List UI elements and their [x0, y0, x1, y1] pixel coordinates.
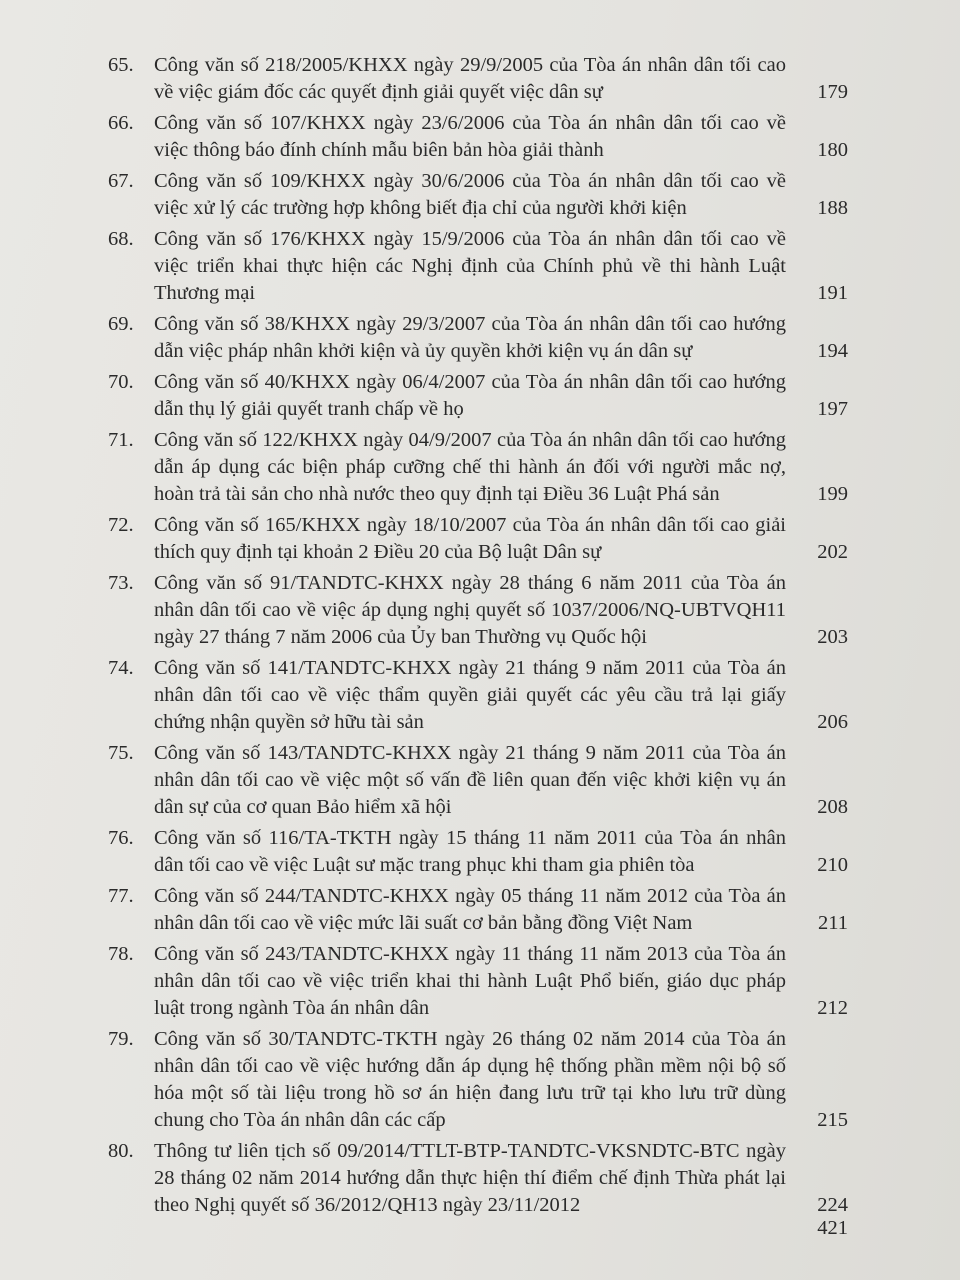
- entry-number: 80.: [108, 1140, 134, 1162]
- entry-number: 65.: [108, 54, 134, 76]
- entry-page-number: 224: [817, 1194, 848, 1216]
- entry-title: Công văn số 107/KHXX ngày 23/6/2006 của Tòa án nhân dân tối cao về việc thông báo đính chính mẫu biên bản hòa giải thành: [154, 112, 786, 161]
- entry-title: Công văn số 30/TANDTC-TKTH ngày 26 tháng 02 năm 2014 của Tòa án nhân dân tối cao về việc hướng dẫn áp dụng hệ thống phần mềm nội bộ số hóa một số tài liệu trong hồ sơ án hiện đang lưu trữ tại kho lưu trữ dùng chung cho Tòa án nhân dân các cấp: [154, 1028, 786, 1131]
- entry-number: 68.: [108, 228, 134, 250]
- entry-title: Công văn số 176/KHXX ngày 15/9/2006 của Tòa án nhân dân tối cao về việc triển khai thực hiện các Nghị định của Chính phủ về thi hành Luật Thương mại: [154, 228, 786, 304]
- entry-number: 75.: [108, 742, 134, 764]
- entry-title: Công văn số 116/TA-TKTH ngày 15 tháng 11 năm 2011 của Tòa án nhân dân tối cao về việc Luật sư mặc trang phục khi tham gia phiên tòa: [154, 827, 786, 876]
- entry-page-number: 206: [817, 711, 848, 733]
- entry-number: 77.: [108, 885, 134, 907]
- entry-title: Công văn số 109/KHXX ngày 30/6/2006 của Tòa án nhân dân tối cao về việc xử lý các trường hợp không biết địa chỉ của người khởi kiện: [154, 170, 786, 219]
- table-of-contents: [108, 52, 848, 1223]
- entry-title: Công văn số 38/KHXX ngày 29/3/2007 của Tòa án nhân dân tối cao hướng dẫn việc pháp nhân khởi kiện và ủy quyền khởi kiện vụ án dân sự: [154, 313, 786, 362]
- entry-page-number: 180: [817, 139, 848, 161]
- toc-entry: [108, 825, 848, 879]
- entry-number: 69.: [108, 313, 134, 335]
- toc-entry: [108, 311, 848, 365]
- entry-number: 74.: [108, 657, 134, 679]
- entry-page-number: 202: [817, 541, 848, 563]
- toc-entry: [108, 110, 848, 164]
- entry-page-number: 215: [817, 1109, 848, 1131]
- toc-entry: [108, 427, 848, 508]
- entry-page-number: 191: [817, 282, 848, 304]
- entry-number: 72.: [108, 514, 134, 536]
- toc-entry: [108, 52, 848, 106]
- toc-entry: [108, 740, 848, 821]
- entry-number: 73.: [108, 572, 134, 594]
- toc-entry: [108, 226, 848, 307]
- entry-page-number: 203: [817, 626, 848, 648]
- toc-entry: [108, 1138, 848, 1219]
- toc-entry: [108, 655, 848, 736]
- entry-page-number: 208: [817, 796, 848, 818]
- entry-title: Công văn số 218/2005/KHXX ngày 29/9/2005 của Tòa án nhân dân tối cao về việc giám đốc các quyết định giải quyết việc dân sự: [154, 54, 786, 103]
- entry-number: 67.: [108, 170, 134, 192]
- entry-title: Công văn số 143/TANDTC-KHXX ngày 21 tháng 9 năm 2011 của Tòa án nhân dân tối cao về việc một số vấn đề liên quan đến việc khởi kiện vụ án dân sự của cơ quan Bảo hiểm xã hội: [154, 742, 786, 818]
- entry-page-number: 199: [817, 483, 848, 505]
- entry-page-number: 194: [817, 340, 848, 362]
- entry-title: Công văn số 243/TANDTC-KHXX ngày 11 tháng 11 năm 2013 của Tòa án nhân dân tối cao về việc triển khai thi hành Luật Phổ biến, giáo dục pháp luật trong ngành Tòa án nhân dân: [154, 943, 786, 1019]
- entry-title: Công văn số 91/TANDTC-KHXX ngày 28 tháng 6 năm 2011 của Tòa án nhân dân tối cao về việc áp dụng nghị quyết số 1037/2006/NQ-UBTVQH11 ngày 27 tháng 7 năm 2006 của Ủy ban Thường vụ Quốc hội: [154, 572, 786, 648]
- entry-page-number: 210: [817, 854, 848, 876]
- entry-title: Công văn số 141/TANDTC-KHXX ngày 21 tháng 9 năm 2011 của Tòa án nhân dân tối cao về việc thẩm quyền giải quyết các yêu cầu trả lại giấy chứng nhận quyền sở hữu tài sản: [154, 657, 786, 733]
- entry-page-number: 212: [817, 997, 848, 1019]
- toc-entry: [108, 941, 848, 1022]
- entry-title: Công văn số 244/TANDTC-KHXX ngày 05 tháng 11 năm 2012 của Tòa án nhân dân tối cao về việc mức lãi suất cơ bản bằng đồng Việt Nam: [154, 885, 786, 934]
- toc-entry: [108, 512, 848, 566]
- entry-title: Công văn số 165/KHXX ngày 18/10/2007 của Tòa án nhân dân tối cao giải thích quy định tại khoản 2 Điều 20 của Bộ luật Dân sự: [154, 514, 786, 563]
- toc-entry: [108, 1026, 848, 1134]
- entry-number: 76.: [108, 827, 134, 849]
- toc-entry: [108, 168, 848, 222]
- toc-entry: [108, 369, 848, 423]
- entry-number: 71.: [108, 429, 134, 451]
- page-number: 421: [817, 1217, 848, 1239]
- toc-entry: [108, 570, 848, 651]
- entry-number: 79.: [108, 1028, 134, 1050]
- entry-page-number: 188: [817, 197, 848, 219]
- entry-number: 66.: [108, 112, 134, 134]
- entry-title: Công văn số 40/KHXX ngày 06/4/2007 của Tòa án nhân dân tối cao hướng dẫn thụ lý giải quyết tranh chấp về họ: [154, 371, 786, 420]
- toc-entry: [108, 883, 848, 937]
- entry-number: 70.: [108, 371, 134, 393]
- entry-page-number: 197: [817, 398, 848, 420]
- entry-page-number: 211: [818, 912, 848, 934]
- entry-number: 78.: [108, 943, 134, 965]
- entry-title: Thông tư liên tịch số 09/2014/TTLT-BTP-TANDTC-VKSNDTC-BTC ngày 28 tháng 02 năm 2014 hướng dẫn thực hiện thí điểm chế định Thừa phát lại theo Nghị quyết số 36/2012/QH13 ngày 23/11/2012: [154, 1140, 786, 1216]
- entry-title: Công văn số 122/KHXX ngày 04/9/2007 của Tòa án nhân dân tối cao hướng dẫn áp dụng các biện pháp cưỡng chế thi hành án đối với người mắc nợ, hoàn trả tài sản cho nhà nước theo quy định tại Điều 36 Luật Phá sản: [154, 429, 786, 505]
- entry-page-number: 179: [817, 81, 848, 103]
